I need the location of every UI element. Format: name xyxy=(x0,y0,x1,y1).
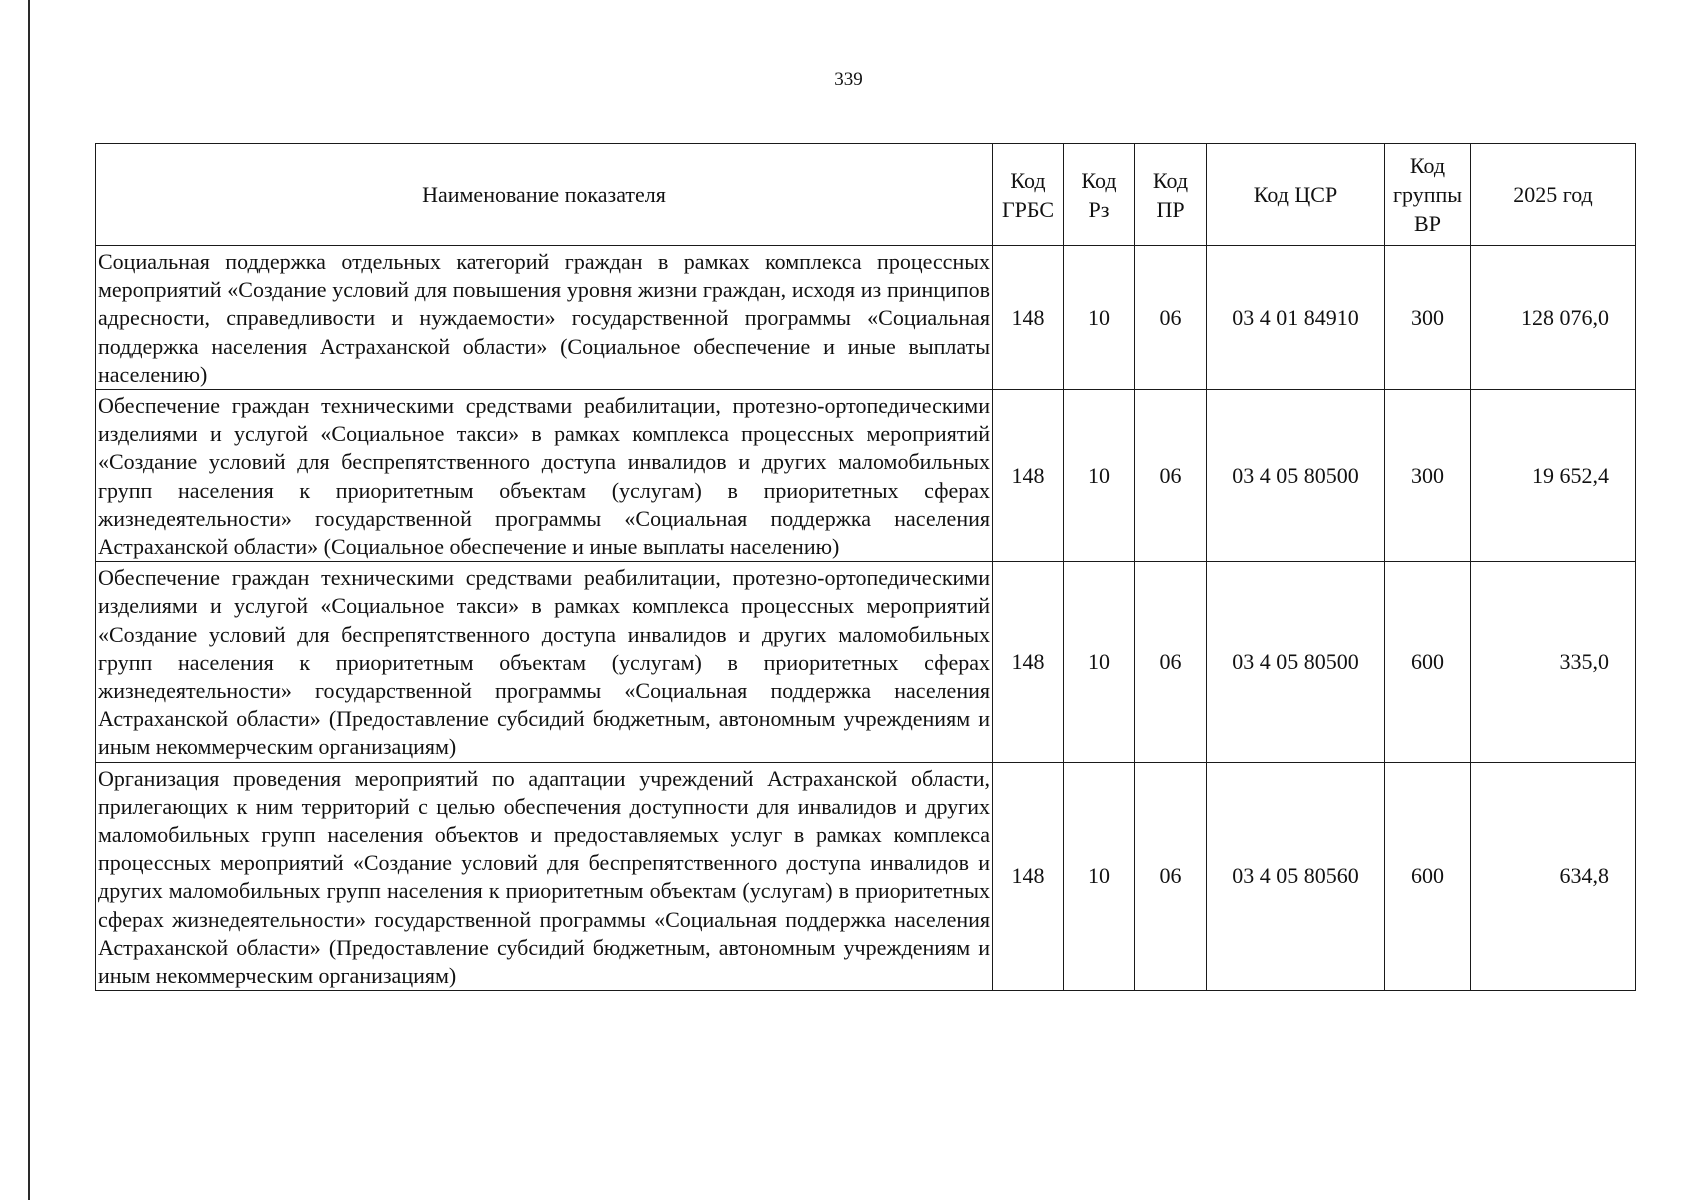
cell-pr: 06 xyxy=(1135,562,1207,762)
cell-amount: 19 652,4 xyxy=(1471,390,1636,562)
cell-amount: 335,0 xyxy=(1471,562,1636,762)
cell-name: Организация проведения мероприятий по адаптации учреждений Астраханской области, прилегающих к ним территорий с целью обеспечения доступности для инвалидов и других маломобильных групп населения объектов и предоставляемых услуг в рамках комплекса процессных мероприятий «Создание условий для беспрепятственного доступа инвалидов и других маломобильных групп населения к приоритетным объектам (услугам) в приоритетных сферах жизнедеятельности» государственной программы «Социальная поддержка населения Астраханской области» (Предоставление субсидий бюджетным, автономным учреждениям и иным некоммерческим организациям) xyxy=(96,762,993,991)
cell-csr: 03 4 05 80500 xyxy=(1207,390,1385,562)
table-row xyxy=(96,246,1636,390)
cell-amount: 128 076,0 xyxy=(1471,246,1636,390)
header-vr: Код группы ВР xyxy=(1385,144,1471,246)
cell-vr: 300 xyxy=(1385,390,1471,562)
page-number: 339 xyxy=(834,69,863,90)
cell-name: Социальная поддержка отдельных категорий граждан в рамках комплекса процессных мероприятий «Создание условий для повышения уровня жизни граждан, исходя из принципов адресности, справедливости и нуждаемости» государственной программы «Социальная поддержка населения Астраханской области» (Социальное обеспечение и иные выплаты населению) xyxy=(96,246,993,390)
table-header-row xyxy=(96,144,1636,246)
cell-rz: 10 xyxy=(1064,762,1135,991)
binding-line xyxy=(28,0,30,1200)
cell-name: Обеспечение граждан техническими средствами реабилитации, протезно-ортопедическими изделиями и услугой «Социальное такси» в рамках комплекса процессных мероприятий «Создание условий для беспрепятственного доступа инвалидов и других маломобильных групп населения к приоритетным объектам (услугам) в приоритетных сферах жизнедеятельности» государственной программы «Социальная поддержка населения Астраханской области» (Предоставление субсидий бюджетным, автономным учреждениям и иным некоммерческим организациям) xyxy=(96,562,993,762)
table-row xyxy=(96,562,1636,762)
cell-grbs: 148 xyxy=(993,762,1064,991)
table-row xyxy=(96,762,1636,991)
cell-pr: 06 xyxy=(1135,390,1207,562)
cell-vr: 600 xyxy=(1385,562,1471,762)
cell-csr: 03 4 05 80500 xyxy=(1207,562,1385,762)
table-row xyxy=(96,390,1636,562)
cell-pr: 06 xyxy=(1135,246,1207,390)
cell-vr: 600 xyxy=(1385,762,1471,991)
cell-csr: 03 4 01 84910 xyxy=(1207,246,1385,390)
cell-grbs: 148 xyxy=(993,246,1064,390)
cell-grbs: 148 xyxy=(993,562,1064,762)
cell-rz: 10 xyxy=(1064,390,1135,562)
cell-pr: 06 xyxy=(1135,762,1207,991)
cell-name: Обеспечение граждан техническими средствами реабилитации, протезно-ортопедическими изделиями и услугой «Социальное такси» в рамках комплекса процессных мероприятий «Создание условий для беспрепятственного доступа инвалидов и других маломобильных групп населения к приоритетным объектам (услугам) в приоритетных сферах жизнедеятельности» государственной программы «Социальная поддержка населения Астраханской области» (Социальное обеспечение и иные выплаты населению) xyxy=(96,390,993,562)
budget-table xyxy=(95,143,1636,991)
cell-rz: 10 xyxy=(1064,562,1135,762)
cell-csr: 03 4 05 80560 xyxy=(1207,762,1385,991)
cell-grbs: 148 xyxy=(993,390,1064,562)
cell-rz: 10 xyxy=(1064,246,1135,390)
header-year: 2025 год xyxy=(1471,144,1636,246)
header-pr: Код ПР xyxy=(1135,144,1207,246)
header-csr: Код ЦСР xyxy=(1207,144,1385,246)
cell-vr: 300 xyxy=(1385,246,1471,390)
header-rz: Код Рз xyxy=(1064,144,1135,246)
header-name: Наименование показателя xyxy=(96,144,993,246)
cell-amount: 634,8 xyxy=(1471,762,1636,991)
header-grbs: Код ГРБС xyxy=(993,144,1064,246)
